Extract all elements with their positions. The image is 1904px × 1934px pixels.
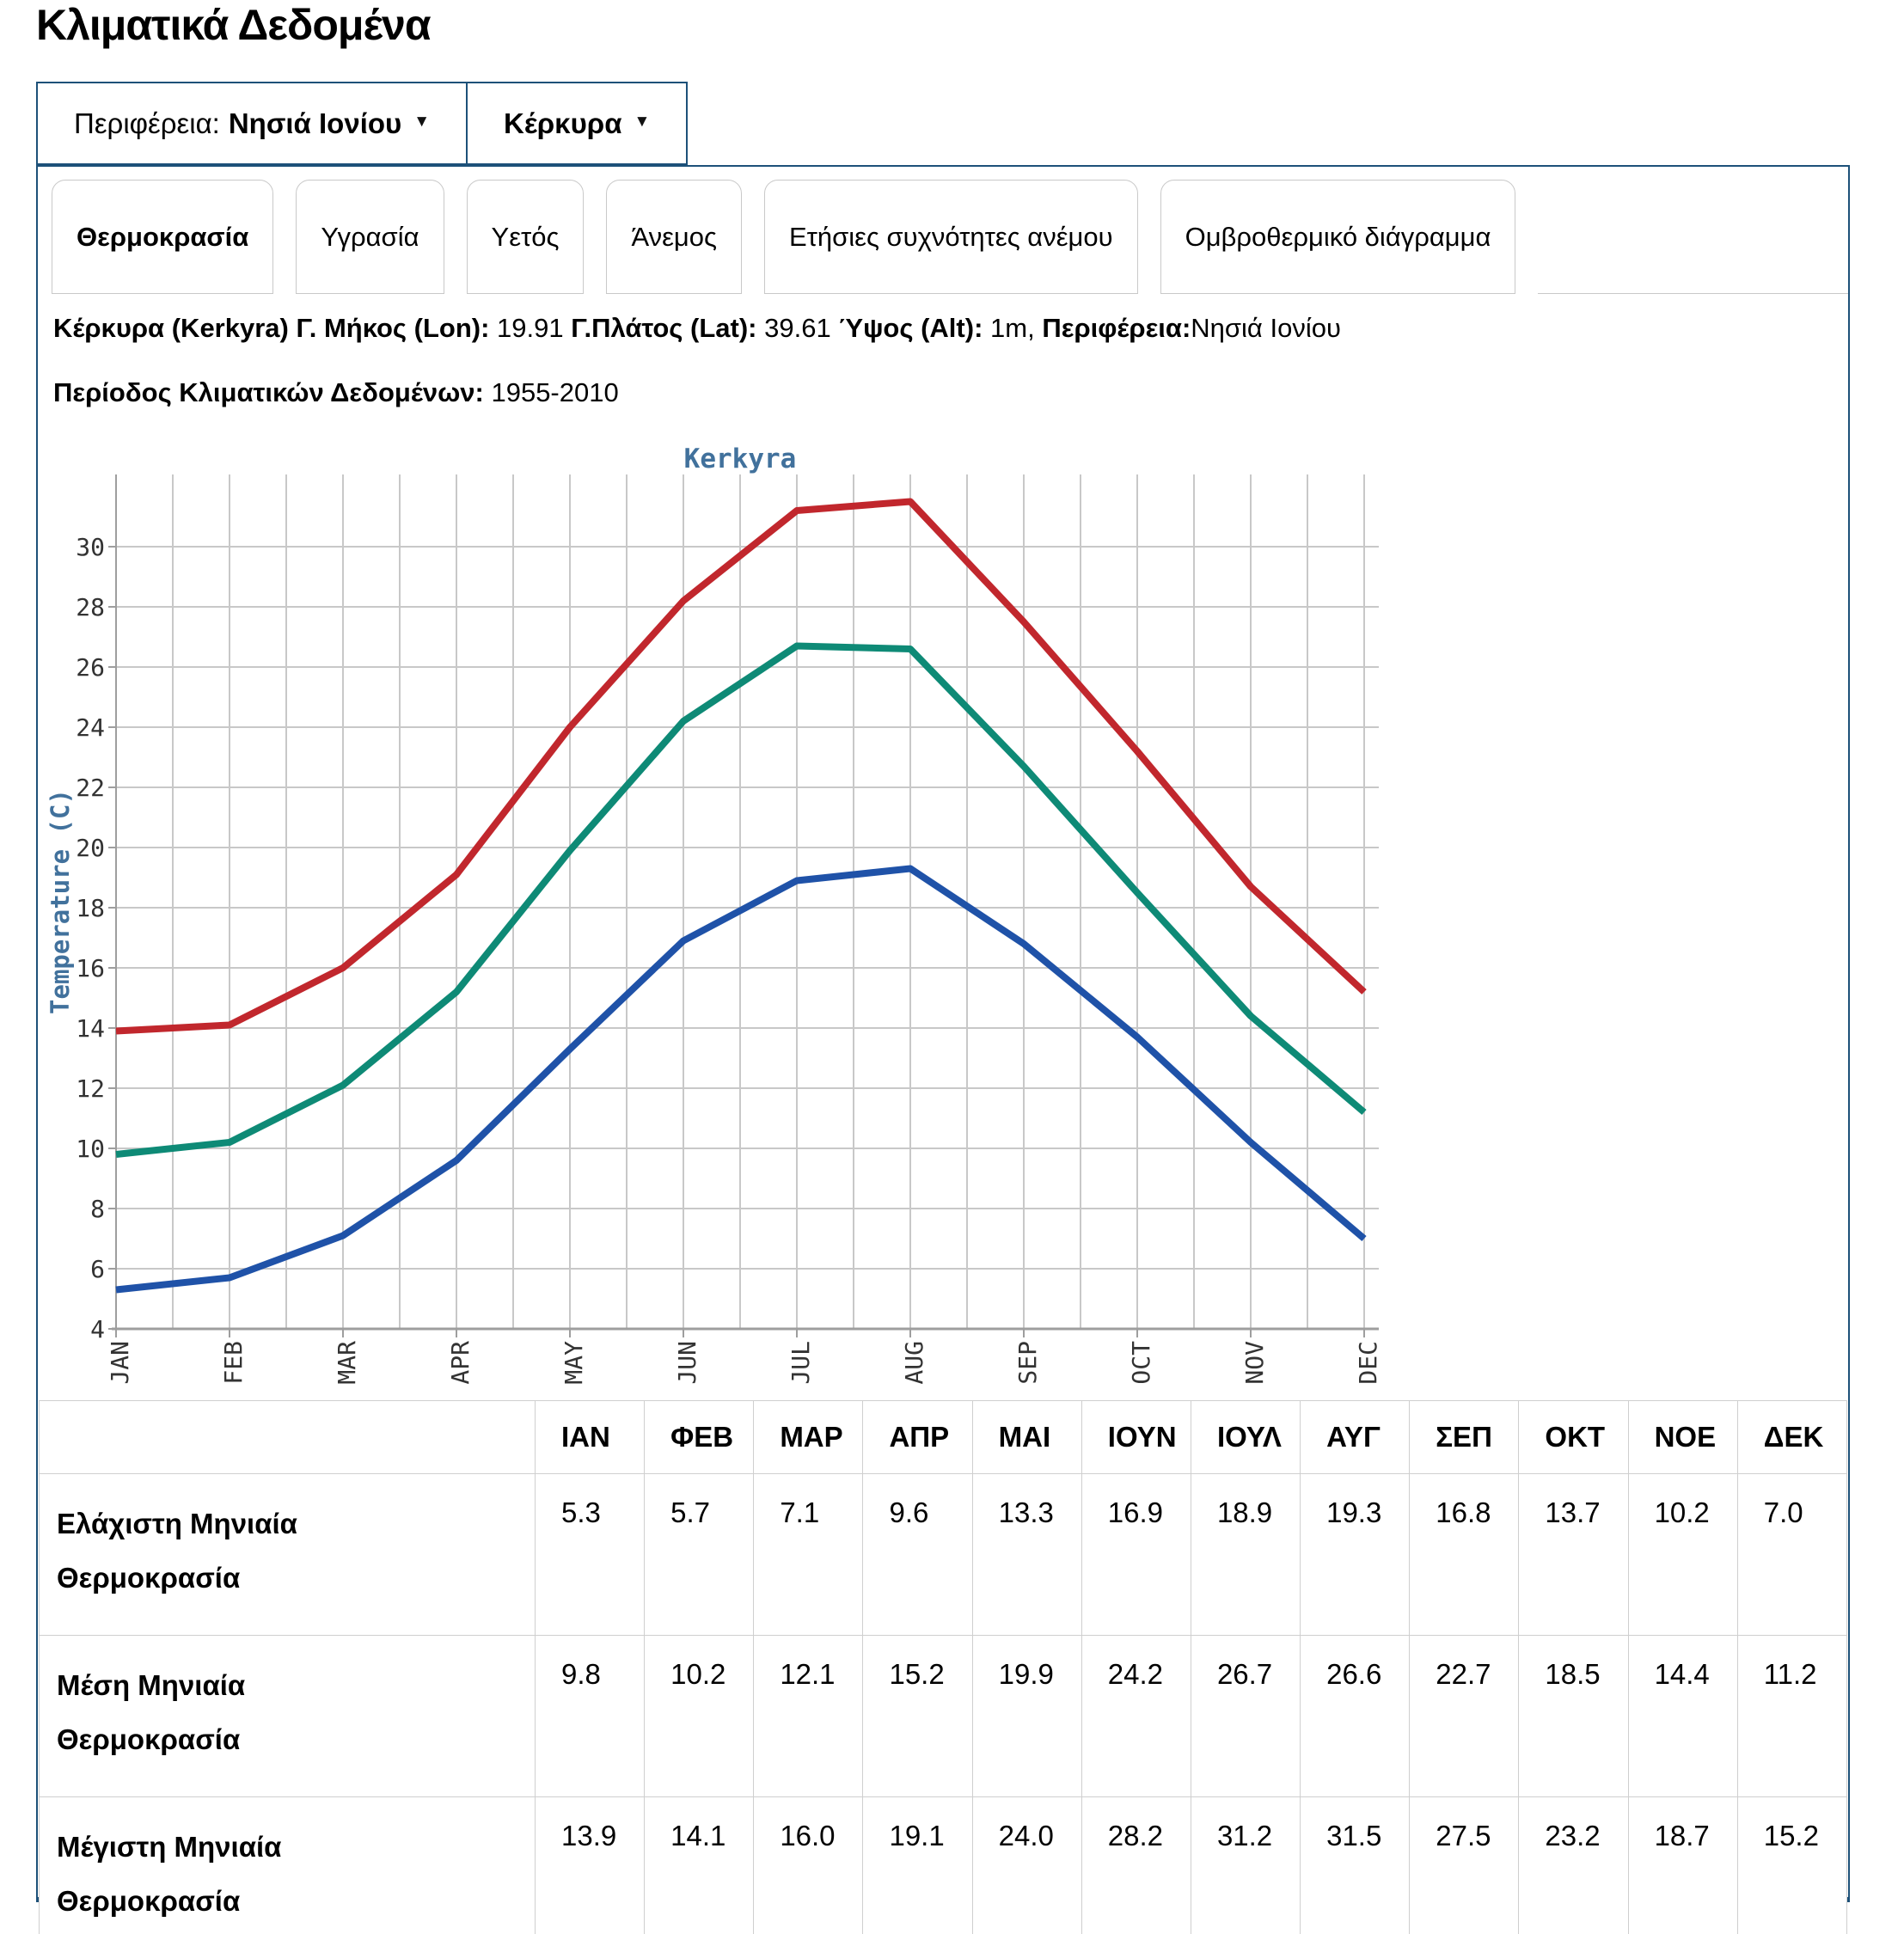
month-header: ΜΑΡ bbox=[754, 1401, 863, 1474]
value-cell: 31.2 bbox=[1191, 1797, 1300, 1934]
month-header: ΝΟΕ bbox=[1628, 1401, 1737, 1474]
table-row bbox=[40, 1636, 1847, 1797]
x-tick-label: OCT bbox=[1127, 1341, 1155, 1385]
x-tick-label: MAR bbox=[333, 1341, 361, 1385]
x-tick-label: AUG bbox=[900, 1341, 928, 1385]
value-cell: 7.0 bbox=[1737, 1474, 1846, 1636]
value-cell: 10.2 bbox=[1628, 1474, 1737, 1636]
value-cell: 23.2 bbox=[1519, 1797, 1628, 1934]
selector-bar bbox=[36, 82, 688, 165]
lat-value: 39.61 bbox=[764, 313, 831, 343]
tab-temperature[interactable]: Θερμοκρασία bbox=[52, 180, 273, 294]
month-header: ΑΠΡ bbox=[863, 1401, 972, 1474]
x-tick-label: APR bbox=[446, 1341, 474, 1385]
value-cell: 18.7 bbox=[1628, 1797, 1737, 1934]
y-tick-label: 10 bbox=[76, 1135, 105, 1163]
x-tick-label: SEP bbox=[1013, 1341, 1042, 1385]
value-cell: 13.9 bbox=[536, 1797, 645, 1934]
x-tick-label: DEC bbox=[1354, 1341, 1382, 1385]
table-body bbox=[40, 1474, 1847, 1934]
month-header: ΙΟΥΝ bbox=[1081, 1401, 1191, 1474]
alt-label: Ύψος (Alt): bbox=[838, 313, 983, 343]
y-tick-label: 8 bbox=[90, 1195, 105, 1223]
month-header: ΦΕΒ bbox=[645, 1401, 754, 1474]
value-cell: 26.7 bbox=[1191, 1636, 1300, 1797]
value-cell: 18.5 bbox=[1519, 1636, 1628, 1797]
value-cell: 19.9 bbox=[972, 1636, 1081, 1797]
value-cell: 7.1 bbox=[754, 1474, 863, 1636]
alt-value: 1m, bbox=[990, 313, 1035, 343]
station-info-line bbox=[53, 313, 1341, 344]
content-panel bbox=[36, 165, 1850, 1917]
tab-bar bbox=[38, 167, 1848, 294]
y-tick-label: 4 bbox=[90, 1315, 105, 1343]
y-tick-label: 22 bbox=[76, 774, 105, 802]
month-header: ΙΑΝ bbox=[536, 1401, 645, 1474]
x-tick-label: JUL bbox=[787, 1341, 815, 1385]
lon-value: 19.91 bbox=[497, 313, 564, 343]
tab-humidity[interactable]: Υγρασία bbox=[296, 180, 444, 294]
y-tick-label: 26 bbox=[76, 653, 105, 682]
value-cell: 16.8 bbox=[1410, 1474, 1519, 1636]
value-cell: 26.6 bbox=[1301, 1636, 1410, 1797]
value-cell: 10.2 bbox=[645, 1636, 754, 1797]
value-cell: 22.7 bbox=[1410, 1636, 1519, 1797]
month-header: ΣΕΠ bbox=[1410, 1401, 1519, 1474]
value-cell: 15.2 bbox=[1737, 1797, 1846, 1934]
x-tick-label: NOV bbox=[1240, 1341, 1269, 1385]
row-label-line: Μέγιστη Μηνιαία bbox=[57, 1831, 282, 1863]
row-label bbox=[40, 1474, 536, 1636]
region-dropdown[interactable] bbox=[38, 83, 466, 163]
row-label-line: Ελάχιστη Μηνιαία bbox=[57, 1508, 297, 1539]
temperature-chart bbox=[38, 425, 1848, 1405]
value-cell: 18.9 bbox=[1191, 1474, 1300, 1636]
month-header: ΑΥΓ bbox=[1301, 1401, 1410, 1474]
value-cell: 9.6 bbox=[863, 1474, 972, 1636]
y-tick-label: 30 bbox=[76, 533, 105, 561]
row-label-line: Μέση Μηνιαία bbox=[57, 1669, 246, 1701]
value-cell: 24.2 bbox=[1081, 1636, 1191, 1797]
lat-label: Γ.Πλάτος (Lat): bbox=[571, 313, 757, 343]
row-label bbox=[40, 1797, 536, 1934]
value-cell: 28.2 bbox=[1081, 1797, 1191, 1934]
value-cell: 5.7 bbox=[645, 1474, 754, 1636]
value-cell: 14.1 bbox=[645, 1797, 754, 1934]
month-header: ΔΕΚ bbox=[1737, 1401, 1846, 1474]
y-tick-label: 18 bbox=[76, 894, 105, 922]
y-tick-label: 12 bbox=[76, 1074, 105, 1103]
value-cell: 11.2 bbox=[1737, 1636, 1846, 1797]
row-label-line: Θερμοκρασία bbox=[57, 1562, 241, 1594]
lon-label: Γ. Μήκος (Lon): bbox=[296, 313, 490, 343]
value-cell: 14.4 bbox=[1628, 1636, 1737, 1797]
value-cell: 31.5 bbox=[1301, 1797, 1410, 1934]
y-tick-label: 14 bbox=[76, 1014, 105, 1043]
y-tick-label: 28 bbox=[76, 593, 105, 621]
tab-bar-filler bbox=[1538, 180, 1848, 294]
value-cell: 15.2 bbox=[863, 1636, 972, 1797]
region-label: Περιφέρεια: bbox=[74, 107, 220, 139]
station-value: Κέρκυρα bbox=[504, 107, 622, 139]
value-cell: 9.8 bbox=[536, 1636, 645, 1797]
value-cell: 24.0 bbox=[972, 1797, 1081, 1934]
month-header: ΜΑΙ bbox=[972, 1401, 1081, 1474]
corner-cell bbox=[40, 1401, 536, 1474]
x-tick-label: JAN bbox=[106, 1341, 134, 1385]
tab-annual-wind-frequencies[interactable]: Ετήσιες συχνότητες ανέμου bbox=[764, 180, 1138, 294]
caret-down-icon: ▼ bbox=[634, 112, 651, 131]
caret-down-icon: ▼ bbox=[413, 112, 431, 131]
tab-wind[interactable]: Άνεμος bbox=[606, 180, 742, 294]
tab-ombrothermic-diagram[interactable]: Ομβροθερμικό διάγραμμα bbox=[1160, 180, 1516, 294]
tab-precipitation[interactable]: Υετός bbox=[467, 180, 585, 294]
station-name: Κέρκυρα (Kerkyra) bbox=[53, 313, 289, 343]
table-row bbox=[40, 1797, 1847, 1934]
table-header-row bbox=[40, 1401, 1847, 1474]
x-tick-label: FEB bbox=[219, 1341, 248, 1385]
value-cell: 13.7 bbox=[1519, 1474, 1628, 1636]
y-tick-label: 6 bbox=[90, 1255, 105, 1283]
value-cell: 19.3 bbox=[1301, 1474, 1410, 1636]
y-tick-label: 16 bbox=[76, 954, 105, 982]
station-dropdown[interactable] bbox=[466, 83, 686, 163]
page-title: Κλιματικά Δεδομένα bbox=[36, 1, 431, 49]
y-axis-title: Temperature (C) bbox=[46, 789, 75, 1014]
value-cell: 5.3 bbox=[536, 1474, 645, 1636]
value-cell: 16.9 bbox=[1081, 1474, 1191, 1636]
period-value: 1955-2010 bbox=[491, 377, 619, 407]
y-tick-label: 24 bbox=[76, 713, 105, 742]
row-label bbox=[40, 1636, 536, 1797]
table-row bbox=[40, 1474, 1847, 1636]
region-info-label: Περιφέρεια: bbox=[1042, 313, 1191, 343]
value-cell: 13.3 bbox=[972, 1474, 1081, 1636]
x-tick-label: JUN bbox=[673, 1341, 701, 1385]
value-cell: 27.5 bbox=[1410, 1797, 1519, 1934]
row-label-line: Θερμοκρασία bbox=[57, 1723, 241, 1755]
month-header: ΟΚΤ bbox=[1519, 1401, 1628, 1474]
value-cell: 19.1 bbox=[863, 1797, 972, 1934]
value-cell: 12.1 bbox=[754, 1636, 863, 1797]
x-tick-label: MAY bbox=[560, 1341, 588, 1385]
value-cell: 16.0 bbox=[754, 1797, 863, 1934]
y-tick-label: 20 bbox=[76, 834, 105, 862]
period-label: Περίοδος Κλιματικών Δεδομένων: bbox=[53, 377, 484, 407]
temperature-table bbox=[39, 1400, 1847, 1934]
row-label-line: Θερμοκρασία bbox=[57, 1885, 241, 1917]
region-info-value: Νησιά Ιονίου bbox=[1191, 313, 1341, 343]
table-header bbox=[40, 1401, 1847, 1474]
chart-title: Kerkyra bbox=[683, 444, 797, 474]
region-value: Νησιά Ιονίου bbox=[228, 107, 402, 139]
period-line bbox=[53, 377, 619, 408]
month-header: ΙΟΥΛ bbox=[1191, 1401, 1300, 1474]
